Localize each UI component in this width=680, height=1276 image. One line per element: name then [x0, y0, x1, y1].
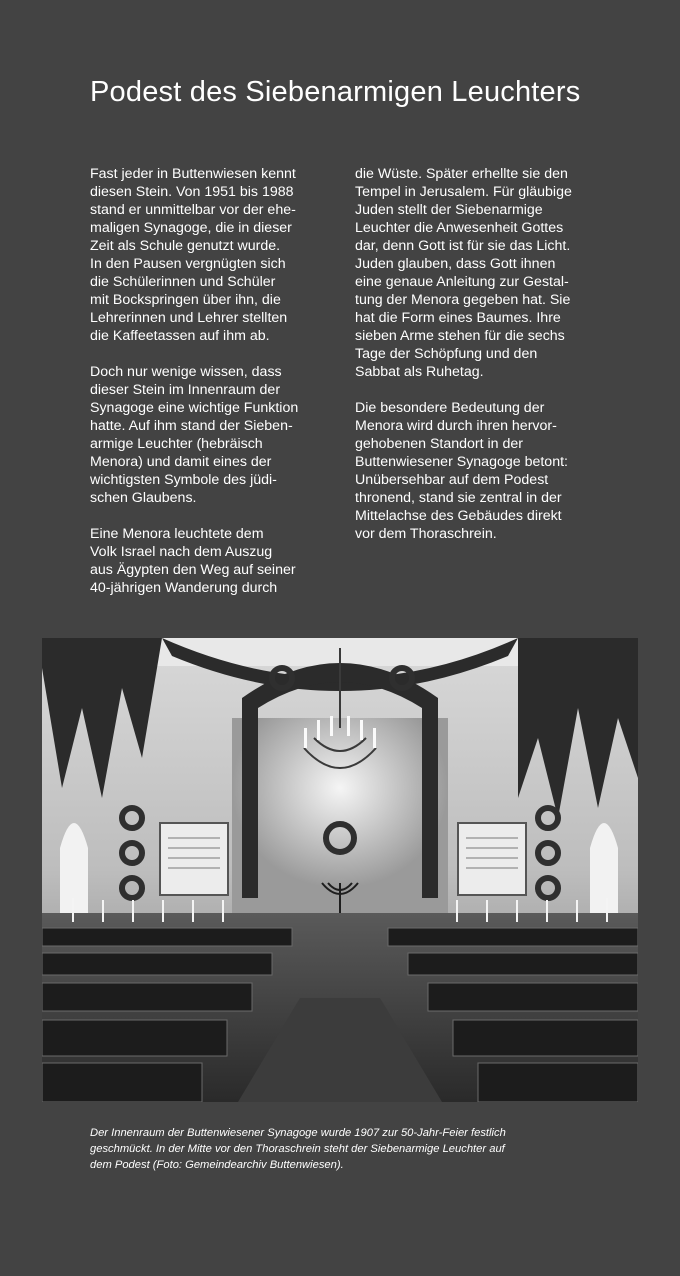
paragraph [355, 399, 605, 543]
paragraph [90, 525, 340, 597]
text-line: hat die Form eines Baumes. Ihre [355, 310, 561, 326]
text-line: diesen Stein. Von 1951 bis 1988 [90, 184, 294, 200]
text-line: Juden glauben, dass Gott ihnen [355, 256, 556, 272]
text-line: Tempel in Jerusalem. Für gläubige [355, 184, 572, 200]
text-line: Tage der Schöpfung und den [355, 346, 538, 362]
text-line: aus Ägypten den Weg auf seiner [90, 562, 296, 578]
text-line: stand er unmittelbar vor der ehe- [90, 202, 296, 218]
text-line: Volk Israel nach dem Auszug [90, 544, 273, 560]
text-line: Unübersehbar auf dem Podest [355, 472, 549, 488]
paragraph [90, 165, 340, 345]
text-column-left [90, 165, 340, 615]
text-line: schen Glaubens. [90, 490, 197, 506]
text-line: dar, denn Gott ist für sie das Licht. [355, 238, 571, 254]
text-line: Buttenwiesener Synagoge betont: [355, 454, 568, 470]
text-line: sieben Arme stehen für die sechs [355, 328, 565, 344]
text-line: die Wüste. Später erhellte sie den [355, 166, 568, 182]
text-line: Sabbat als Ruhetag. [355, 364, 484, 380]
text-line: thronend, stand sie zentral in der [355, 490, 562, 506]
text-line: die Kaffeetassen auf ihm ab. [90, 328, 270, 344]
text-column-right [355, 165, 605, 561]
text-line: vor dem Thoraschrein. [355, 526, 497, 542]
text-line: Leuchter die Anwesenheit Gottes [355, 220, 564, 236]
text-line: Doch nur wenige wissen, dass [90, 364, 282, 380]
paragraph [355, 165, 605, 381]
text-line: In den Pausen vergnügten sich [90, 256, 286, 272]
text-line: mit Bockspringen über ihn, die [90, 292, 281, 308]
page-title: Podest des Siebenarmigen Leuchters [90, 76, 581, 108]
text-line: Die besondere Bedeutung der [355, 400, 545, 416]
text-line: Menora wird durch ihren hervor- [355, 418, 557, 434]
text-line: die Schülerinnen und Schüler [90, 274, 276, 290]
text-line: dieser Stein im Innenraum der [90, 382, 281, 398]
text-line: 40-jährigen Wanderung durch [90, 580, 278, 596]
caption-line: dem Podest (Foto: Gemeindearchiv Buttenwiesen). [90, 1159, 344, 1171]
text-line: tung der Menora gegeben hat. Sie [355, 292, 571, 308]
paragraph [90, 363, 340, 507]
text-line: Mittelachse des Gebäudes direkt [355, 508, 562, 524]
text-line: eine genaue Anleitung zur Gestal- [355, 274, 569, 290]
text-line: armige Leuchter (hebräisch [90, 436, 263, 452]
caption-line: geschmückt. In der Mitte vor den Thoraschrein steht der Siebenarmige Leuchter auf [90, 1143, 505, 1155]
synagogue-interior-photo [42, 638, 638, 1102]
text-line: Synagoge eine wichtige Funktion [90, 400, 299, 416]
text-line: Menora) und damit eines der [90, 454, 272, 470]
text-line: hatte. Auf ihm stand der Sieben- [90, 418, 293, 434]
text-line: Fast jeder in Buttenwiesen kennt [90, 166, 296, 182]
text-line: Lehrerinnen und Lehrer stellten [90, 310, 288, 326]
photo-caption [90, 1125, 590, 1173]
text-line: Eine Menora leuchtete dem [90, 526, 264, 542]
text-line: maligen Synagoge, die in dieser [90, 220, 292, 236]
caption-line: Der Innenraum der Buttenwiesener Synagoge wurde 1907 zur 50-Jahr-Feier festlich [90, 1127, 506, 1139]
text-line: wichtigsten Symbole des jüdi- [90, 472, 277, 488]
text-line: Juden stellt der Siebenarmige [355, 202, 543, 218]
text-line: Zeit als Schule genutzt wurde. [90, 238, 281, 254]
text-line: gehobenen Standort in der [355, 436, 524, 452]
